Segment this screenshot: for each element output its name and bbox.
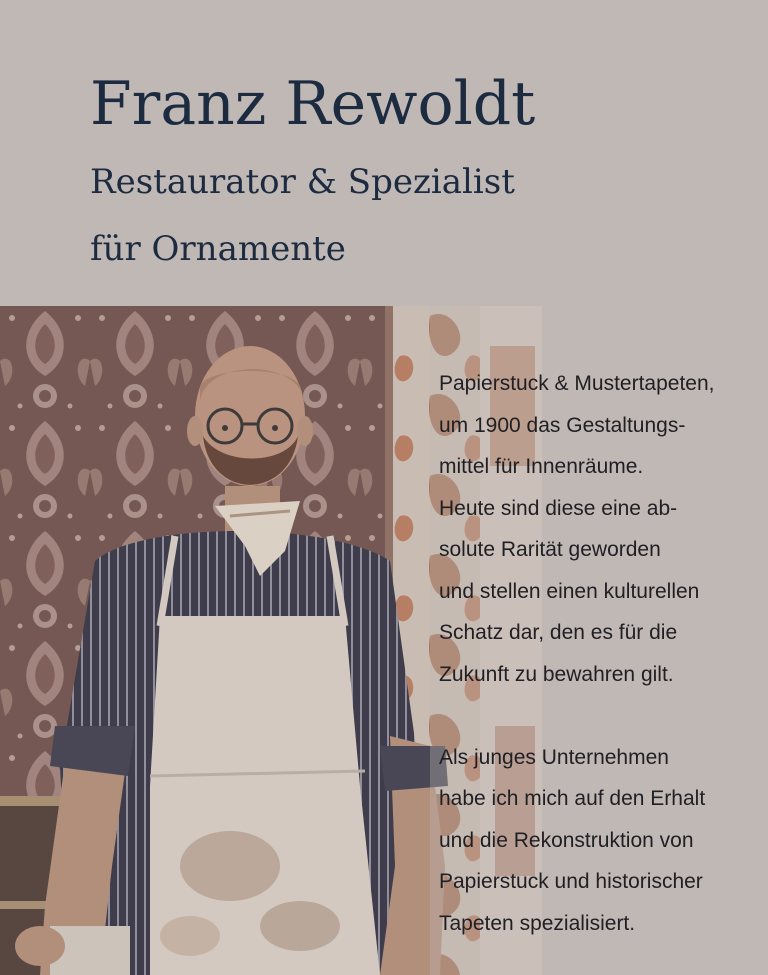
text-line: Als junges Unternehmen [439,745,669,769]
subtitle-line-1: Restaurator & Spezialist [90,162,515,202]
text-line: und stellen einen kulturellen [439,579,700,603]
paragraph-1 [439,363,768,695]
text-line: und die Rekonstruktion von [439,828,694,852]
subtitle-line-2: für Ornamente [90,229,346,269]
text-line: Papierstuck & Mustertapeten, [439,372,715,395]
text-line: Papierstuck und historischer [439,870,703,893]
text-line: Tapeten spezialisiert. [439,911,636,935]
text-line: um 1900 das Gestaltungs- [439,413,686,437]
text-line: Heute sind diese eine ab- [439,496,678,520]
text-line: mittel für Innenräume. [439,455,644,478]
text-line: Zukunft zu bewahren gilt. [439,662,674,686]
paragraph-2 [439,737,768,945]
text-line: Schatz dar, den es für die [439,621,678,644]
text-line: solute Rarität geworden [439,538,661,561]
text-line: habe ich mich auf den Erhalt [439,787,706,810]
intro-text [439,363,768,944]
page-title: Franz Rewoldt [90,69,536,139]
